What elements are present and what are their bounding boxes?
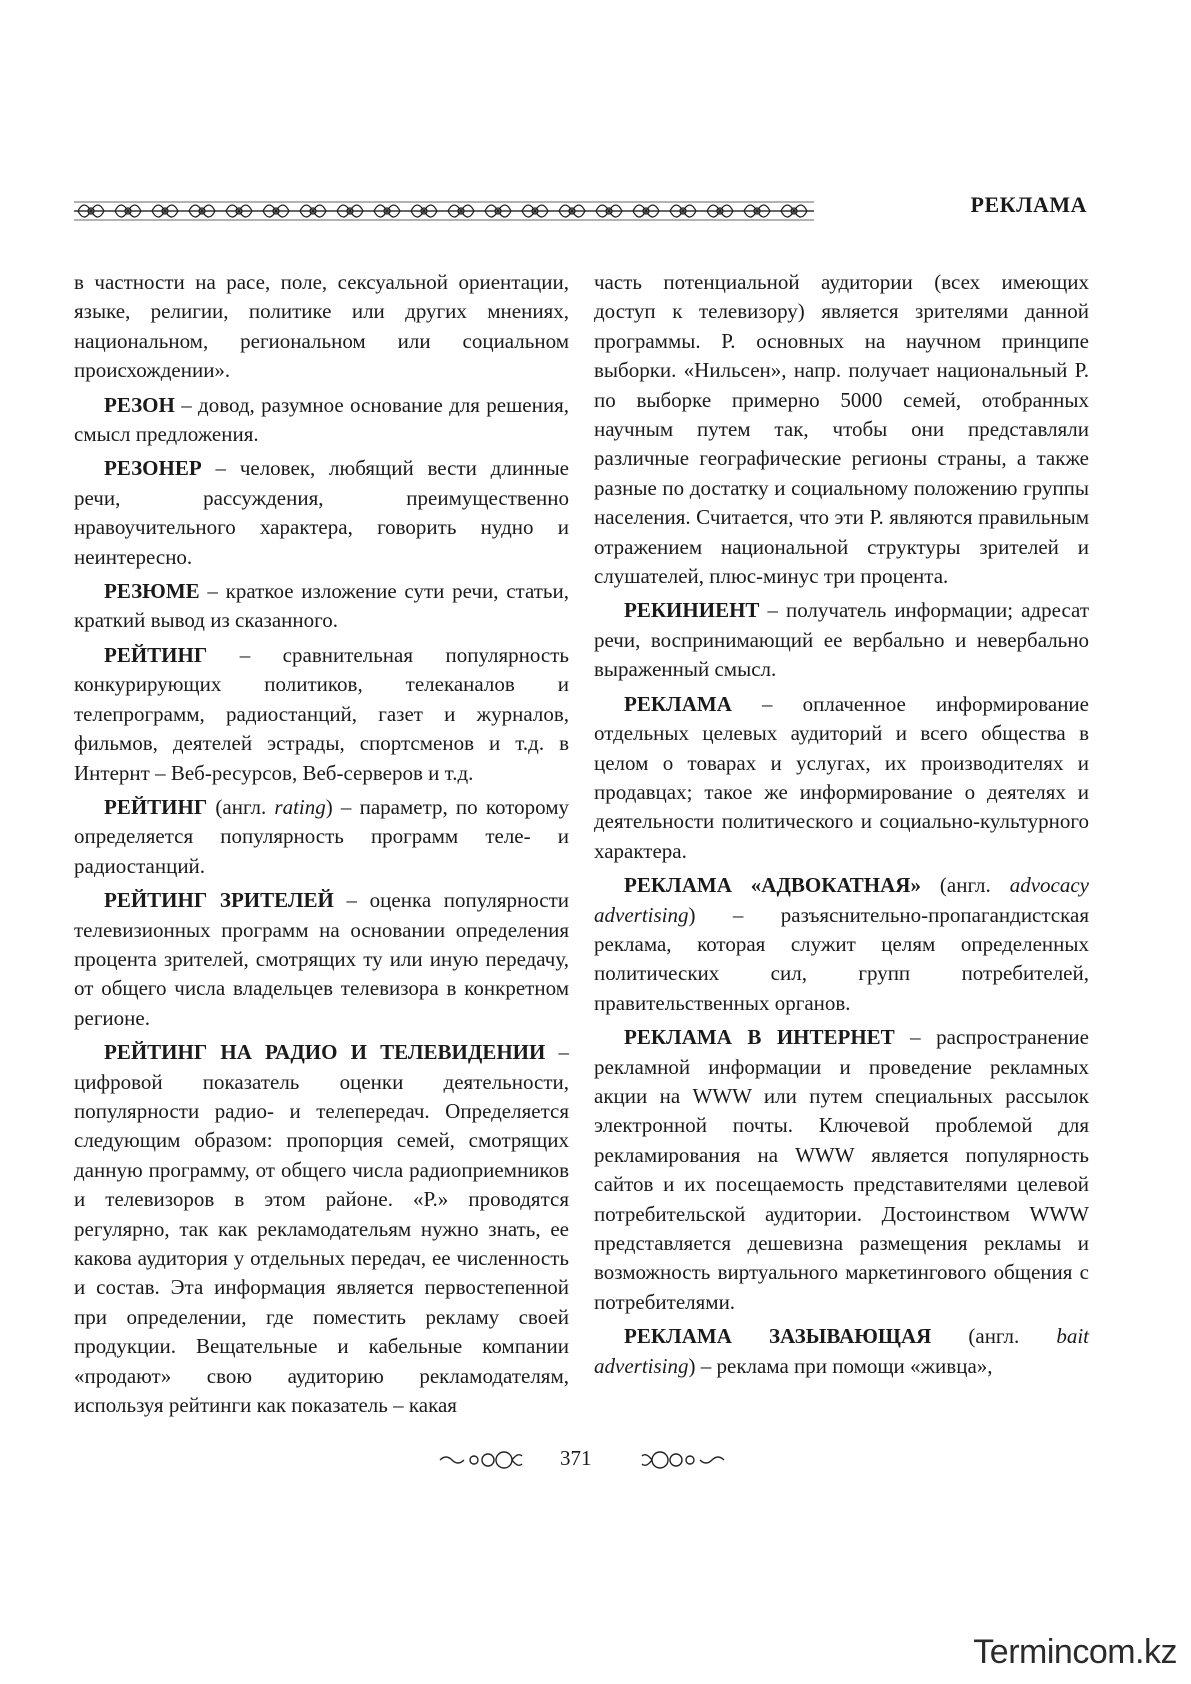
entry-lang-prefix: (англ.	[207, 794, 275, 819]
entry-definition: – оценка популярности телевизионных программ на основании определения процента зрителей, смотрящих ту или иную передачу, от общего числа владельцев телевизора в конкретном регионе.	[74, 888, 569, 1030]
entry-foreign-term: rating	[274, 794, 326, 819]
entry-definition: часть потенциальной аудитории (всех имеющих доступ к телевизору) является зрителями данной программы. Р. основных на научном принципе выборки. «Нильсен», напр. получает национальный Р. по выборке примерно 5000 семей, отобранных научным путем так, чтобы они представляли различные географические регионы страны, а также разные по достатку и социальному положению группы населения. Считается, что эти Р. являются правильным отражением национальной структуры зрителей и слушателей, плюс-минус три процента.	[594, 270, 1089, 589]
dictionary-entry	[74, 793, 569, 881]
page-footer	[0, 1446, 1191, 1476]
dictionary-entry	[594, 596, 1089, 684]
dictionary-entry	[74, 454, 569, 572]
entry-foreign-term: advocacy advertising	[594, 873, 1089, 927]
entry-definition: в частности на расе, поле, сексуальной ориентации, языке, религии, политике или других мнениях, национальном, региональном или социальном происхождении».	[74, 270, 569, 383]
entry-definition: – цифровой показатель оценки деятельности, популярности радио- и телепередач. Определяется следующим образом: пропорция семей, смотрящих данную программу, от общего числа радиоприемников и телевизоров в этом районе. «Р.» проводятся регулярно, так как рекламодательям нужно знать, ее какова аудитория у отдельных передач, ее численность и состав. Эта информация является первостепенной при определении, где поместить рекламу своей продукции. Вещательные и кабельные компании «продают» свою аудиторию рекламодателям, используя рейтинги как показатель – какая	[74, 1040, 570, 1418]
footer-ornament-right	[640, 1450, 726, 1470]
entry-term: РЕЙТИНГ	[104, 642, 208, 667]
entry-term: РЕЗЮМЕ	[104, 579, 200, 604]
continuation-paragraph	[74, 268, 569, 386]
entry-term: РЕКЛАМА В ИНТЕРНЕТ	[624, 1025, 895, 1050]
dictionary-entry	[594, 1322, 1089, 1381]
dictionary-entry	[74, 886, 569, 1033]
entry-foreign-term: bait advertising	[594, 1324, 1089, 1378]
entry-term: РЕКЛАМА	[624, 691, 732, 716]
watermark-text: Termincom.kz	[973, 1632, 1177, 1671]
entry-lang-prefix: (англ.	[931, 1324, 1057, 1349]
dictionary-entry	[74, 391, 569, 450]
site-watermark	[973, 1632, 1177, 1672]
entry-definition: – человек, любящий вести длинные речи, рассуждения, преимущественно нравоучительного характера, говорить нудно и неинтересно.	[74, 456, 569, 569]
entry-definition: – краткое изложение сути речи, статьи, краткий вывод из сказанного.	[74, 579, 569, 633]
entry-term: РЕКЛАМА «АДВОКАТНАЯ»	[624, 873, 921, 898]
entry-definition: – оплаченное информирование отдельных целевых аудиторий и всего общества в целом о товарах и услугах, их производителях и продавцах; такое же информирование о деятелях и деятельности политического и социально-культурного характера.	[594, 691, 1089, 863]
entry-definition: – распространение рекламной информации и проведение рекламных акции на WWW или путем специальных рассылок электронной почты. Ключевой проблемой для рекламирования на WWW является популярность сайтов и их посещаемость представителями целевой потребительской аудитории. Достоинством WWW представляется дешевизна размещения рекламы и возможность виртуального маркетингового общения с потребителями.	[594, 1025, 1089, 1314]
entry-definition: – получатель информации; адресат речи, воспринимающий ее вербально и невербально выраженный смысл.	[594, 598, 1089, 682]
dictionary-entry	[74, 1038, 569, 1420]
entry-definition: ) – разъяснительно-пропагандистская реклама, которая служит целям определенных политических сил, групп потребителей, правительственных органов.	[594, 902, 1089, 1015]
header-ornament	[72, 196, 816, 226]
left-column	[74, 268, 569, 1425]
entry-definition: ) – реклама при помощи «живца»,	[688, 1353, 993, 1378]
page-number: 371	[560, 1446, 592, 1470]
entry-term: РЕЙТИНГ	[104, 794, 208, 819]
running-head: РЕКЛАМА	[970, 192, 1087, 217]
entry-term: РЕЗОН	[104, 392, 175, 417]
footer-ornament-left	[438, 1450, 524, 1470]
entry-term: РЕКЛАМА ЗАЗЫВАЮЩАЯ	[624, 1324, 932, 1349]
entry-lang-prefix: (англ.	[920, 873, 1010, 898]
continuation-paragraph	[594, 268, 1089, 591]
entry-definition: – сравнительная популярность конкурирующих политиков, телеканалов и телепрограмм, радиостанций, газет и журналов, фильмов, деятелей эстрады, спортсменов и т.д. в Интернт – Веб-ресурсов, Веб-серверов и т.д.	[74, 642, 569, 785]
dictionary-entry	[74, 641, 569, 788]
dictionary-entry	[594, 690, 1089, 866]
entry-definition: ) – параметр, по которому определяется популярность программ теле- и радиостанций.	[74, 794, 569, 878]
dictionary-entry	[74, 577, 569, 636]
dictionary-entry	[594, 1023, 1089, 1317]
entry-definition: – довод, разумное основание для решения, смысл предложения.	[74, 392, 569, 447]
entry-term: РЕКИНИЕНТ	[624, 598, 760, 623]
entry-term: РЕЙТИНГ ЗРИТЕЛЕЙ	[104, 888, 334, 913]
right-column	[594, 268, 1089, 1386]
entry-term: РЕЙТИНГ НА РАДИО И ТЕЛЕВИДЕНИИ	[104, 1040, 546, 1065]
entry-term: РЕЗОНЕР	[104, 456, 202, 481]
dictionary-entry	[594, 871, 1089, 1018]
